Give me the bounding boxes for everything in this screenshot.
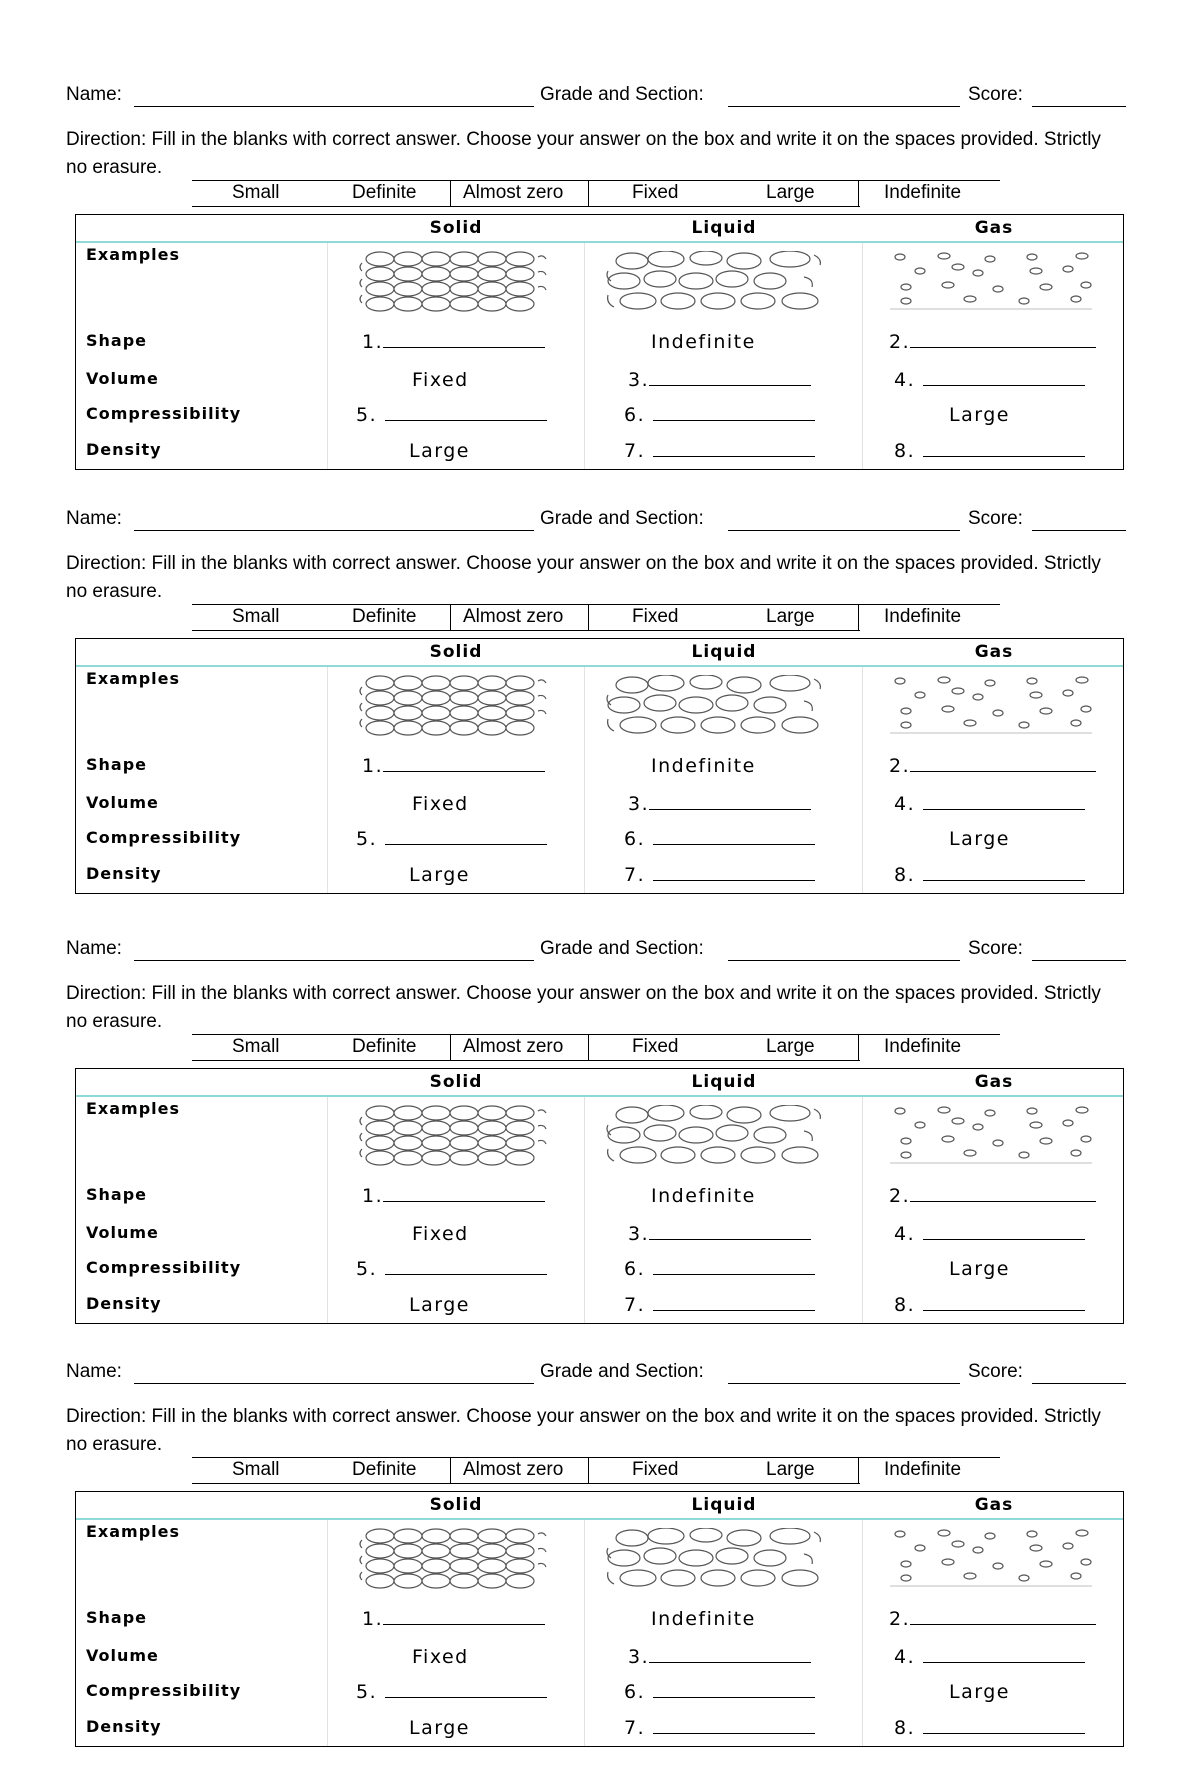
row-header-compressibility: Compressibility xyxy=(86,1681,242,1700)
row-header-volume: Volume xyxy=(86,369,159,388)
worksheet xyxy=(0,1361,1200,1791)
answer-blank-6[interactable] xyxy=(653,1681,815,1698)
direction-text: Direction: Fill in the blanks with correct answer. Choose your answer on the box and write it on the spaces provided. Strictly no erasure. xyxy=(66,553,1101,602)
cell-density-liquid: 7. xyxy=(624,440,815,462)
answer-blank-5[interactable] xyxy=(385,1681,547,1698)
cell-shape-solid: 1. xyxy=(362,1608,545,1630)
score-field[interactable] xyxy=(1032,106,1126,107)
row-header-volume: Volume xyxy=(86,1646,159,1665)
cell-compressibility-solid: 5. xyxy=(356,1681,547,1703)
name-label: Name: xyxy=(66,938,122,959)
cell-shape-liquid: Indefinite xyxy=(651,331,756,353)
cell-compressibility-gas: Large xyxy=(949,1258,1010,1280)
row-header-examples: Examples xyxy=(86,669,181,688)
choice-item: Small xyxy=(232,1459,280,1480)
cell-shape-liquid: Indefinite xyxy=(651,755,756,777)
cell-volume-solid: Fixed xyxy=(412,793,469,815)
cell-density-liquid: 7. xyxy=(624,864,815,886)
score-label: Score: xyxy=(968,938,1023,959)
answer-blank-6[interactable] xyxy=(653,828,815,845)
choice-item: Indefinite xyxy=(884,182,962,203)
direction-text: Direction: Fill in the blanks with correct answer. Choose your answer on the box and write it on the spaces provided. Strictly no erasure. xyxy=(66,129,1101,178)
answer-blank-2[interactable] xyxy=(910,331,1096,348)
row-header-examples: Examples xyxy=(86,1099,181,1118)
cell-volume-solid: Fixed xyxy=(412,369,469,391)
cell-volume-solid: Fixed xyxy=(412,1646,469,1668)
solid-particles-icon xyxy=(356,675,556,737)
answer-blank-5[interactable] xyxy=(385,828,547,845)
cell-compressibility-liquid: 6. xyxy=(624,1681,815,1703)
answer-blank-1[interactable] xyxy=(383,1608,545,1625)
liquid-particles-icon xyxy=(604,1528,834,1590)
answer-blank-8[interactable] xyxy=(923,440,1085,457)
worksheet xyxy=(0,938,1200,1368)
cell-compressibility-solid: 5. xyxy=(356,1258,547,1280)
choice-item: Large xyxy=(766,606,815,627)
name-label: Name: xyxy=(66,84,122,105)
cell-shape-solid: 1. xyxy=(362,331,545,353)
cell-shape-gas: 2. xyxy=(889,1608,1096,1630)
cell-density-solid: Large xyxy=(409,1294,470,1316)
answer-blank-5[interactable] xyxy=(385,1258,547,1275)
row-header-examples: Examples xyxy=(86,245,181,264)
column-header-solid: Solid xyxy=(429,218,483,238)
row-header-compressibility: Compressibility xyxy=(86,828,242,847)
grade-section-field[interactable] xyxy=(728,530,960,531)
cell-compressibility-solid: 5. xyxy=(356,404,547,426)
answer-blank-2[interactable] xyxy=(910,755,1096,772)
cell-volume-liquid: 3. xyxy=(628,369,811,391)
score-field[interactable] xyxy=(1032,960,1126,961)
cell-compressibility-gas: Large xyxy=(949,828,1010,850)
choice-item: Indefinite xyxy=(884,606,962,627)
row-header-shape: Shape xyxy=(86,1608,148,1627)
cell-shape-liquid: Indefinite xyxy=(651,1185,756,1207)
row-header-density: Density xyxy=(86,1717,162,1736)
choice-item: Definite xyxy=(352,606,417,627)
cell-compressibility-gas: Large xyxy=(949,404,1010,426)
cell-density-gas: 8. xyxy=(894,1294,1085,1316)
answer-blank-7[interactable] xyxy=(653,864,815,881)
choice-item: Definite xyxy=(352,1036,417,1057)
cell-compressibility-solid: 5. xyxy=(356,828,547,850)
cell-volume-gas: 4. xyxy=(894,1646,1085,1668)
row-header-density: Density xyxy=(86,440,162,459)
choice-item: Small xyxy=(232,182,280,203)
choice-item: Almost zero xyxy=(463,1459,564,1480)
column-header-gas: Gas xyxy=(974,1495,1014,1515)
choice-item: Fixed xyxy=(632,182,679,203)
answer-blank-8[interactable] xyxy=(923,1717,1085,1734)
answer-blank-7[interactable] xyxy=(653,1294,815,1311)
column-header-gas: Gas xyxy=(974,1072,1014,1092)
gas-particles-icon xyxy=(886,1528,1096,1590)
answer-blank-3[interactable] xyxy=(649,1223,811,1240)
row-header-volume: Volume xyxy=(86,1223,159,1242)
cell-density-liquid: 7. xyxy=(624,1717,815,1739)
grade-section-field[interactable] xyxy=(728,1383,960,1384)
answer-blank-7[interactable] xyxy=(653,1717,815,1734)
answer-blank-6[interactable] xyxy=(653,1258,815,1275)
student-info-header xyxy=(66,84,1136,114)
gas-particles-icon xyxy=(886,251,1096,313)
answer-blank-6[interactable] xyxy=(653,404,815,421)
cell-volume-liquid: 3. xyxy=(628,1223,811,1245)
cell-shape-gas: 2. xyxy=(889,331,1096,353)
choice-item: Almost zero xyxy=(463,1036,564,1057)
column-header-liquid: Liquid xyxy=(691,642,757,662)
row-header-density: Density xyxy=(86,864,162,883)
row-header-compressibility: Compressibility xyxy=(86,1258,242,1277)
cell-density-liquid: 7. xyxy=(624,1294,815,1316)
cell-density-gas: 8. xyxy=(894,1717,1085,1739)
states-of-matter-table xyxy=(75,638,1124,894)
choice-item: Definite xyxy=(352,1459,417,1480)
column-header-solid: Solid xyxy=(429,1495,483,1515)
solid-particles-icon xyxy=(356,251,556,313)
answer-blank-4[interactable] xyxy=(923,369,1085,386)
cell-shape-solid: 1. xyxy=(362,1185,545,1207)
answer-blank-8[interactable] xyxy=(923,1294,1085,1311)
choice-item: Large xyxy=(766,1459,815,1480)
grade-section-label: Grade and Section: xyxy=(540,84,704,105)
choices-box xyxy=(192,1457,1000,1484)
column-header-liquid: Liquid xyxy=(691,218,757,238)
grade-section-label: Grade and Section: xyxy=(540,508,704,529)
cell-compressibility-liquid: 6. xyxy=(624,1258,815,1280)
states-of-matter-table xyxy=(75,1491,1124,1747)
answer-blank-4[interactable] xyxy=(923,1223,1085,1240)
cell-shape-liquid: Indefinite xyxy=(651,1608,756,1630)
grade-section-label: Grade and Section: xyxy=(540,1361,704,1382)
choice-item: Almost zero xyxy=(463,182,564,203)
score-field[interactable] xyxy=(1032,1383,1126,1384)
states-of-matter-table xyxy=(75,214,1124,470)
name-field[interactable] xyxy=(134,960,534,961)
choice-item: Almost zero xyxy=(463,606,564,627)
solid-particles-icon xyxy=(356,1528,556,1590)
student-info-header xyxy=(66,508,1136,538)
student-info-header xyxy=(66,1361,1136,1391)
column-header-gas: Gas xyxy=(974,218,1014,238)
liquid-particles-icon xyxy=(604,251,834,313)
row-header-compressibility: Compressibility xyxy=(86,404,242,423)
cell-shape-gas: 2. xyxy=(889,755,1096,777)
cell-shape-gas: 2. xyxy=(889,1185,1096,1207)
answer-blank-1[interactable] xyxy=(383,755,545,772)
choice-item: Definite xyxy=(352,182,417,203)
score-label: Score: xyxy=(968,84,1023,105)
grade-section-field[interactable] xyxy=(728,106,960,107)
row-header-examples: Examples xyxy=(86,1522,181,1541)
answer-blank-1[interactable] xyxy=(383,331,545,348)
cell-volume-solid: Fixed xyxy=(412,1223,469,1245)
name-label: Name: xyxy=(66,1361,122,1382)
answer-blank-2[interactable] xyxy=(910,1608,1096,1625)
row-header-volume: Volume xyxy=(86,793,159,812)
choice-item: Small xyxy=(232,606,280,627)
column-header-solid: Solid xyxy=(429,1072,483,1092)
cell-density-solid: Large xyxy=(409,440,470,462)
name-field[interactable] xyxy=(134,1383,534,1384)
cell-volume-liquid: 3. xyxy=(628,793,811,815)
gas-particles-icon xyxy=(886,1105,1096,1167)
choice-item: Large xyxy=(766,1036,815,1057)
cell-volume-gas: 4. xyxy=(894,1223,1085,1245)
column-header-solid: Solid xyxy=(429,642,483,662)
score-label: Score: xyxy=(968,508,1023,529)
direction-text: Direction: Fill in the blanks with correct answer. Choose your answer on the box and write it on the spaces provided. Strictly no erasure. xyxy=(66,1406,1101,1455)
row-header-shape: Shape xyxy=(86,331,148,350)
cell-density-gas: 8. xyxy=(894,864,1085,886)
answer-blank-7[interactable] xyxy=(653,440,815,457)
liquid-particles-icon xyxy=(604,675,834,737)
name-label: Name: xyxy=(66,508,122,529)
cell-volume-liquid: 3. xyxy=(628,1646,811,1668)
answer-blank-3[interactable] xyxy=(649,369,811,386)
cell-volume-gas: 4. xyxy=(894,793,1085,815)
choice-item: Large xyxy=(766,182,815,203)
column-header-liquid: Liquid xyxy=(691,1072,757,1092)
answer-blank-4[interactable] xyxy=(923,793,1085,810)
grade-section-label: Grade and Section: xyxy=(540,938,704,959)
grade-section-field[interactable] xyxy=(728,960,960,961)
row-header-shape: Shape xyxy=(86,755,148,774)
answer-blank-3[interactable] xyxy=(649,1646,811,1663)
cell-compressibility-liquid: 6. xyxy=(624,404,815,426)
answer-blank-4[interactable] xyxy=(923,1646,1085,1663)
row-header-shape: Shape xyxy=(86,1185,148,1204)
liquid-particles-icon xyxy=(604,1105,834,1167)
cell-density-solid: Large xyxy=(409,864,470,886)
choice-item: Indefinite xyxy=(884,1036,962,1057)
states-of-matter-table xyxy=(75,1068,1124,1324)
gas-particles-icon xyxy=(886,675,1096,737)
answer-blank-1[interactable] xyxy=(383,1185,545,1202)
name-field[interactable] xyxy=(134,106,534,107)
cell-compressibility-liquid: 6. xyxy=(624,828,815,850)
choices-box xyxy=(192,180,1000,207)
worksheet xyxy=(0,508,1200,938)
answer-blank-5[interactable] xyxy=(385,404,547,421)
answer-blank-3[interactable] xyxy=(649,793,811,810)
column-header-gas: Gas xyxy=(974,642,1014,662)
choice-item: Fixed xyxy=(632,1036,679,1057)
column-header-liquid: Liquid xyxy=(691,1495,757,1515)
cell-volume-gas: 4. xyxy=(894,369,1085,391)
cell-density-gas: 8. xyxy=(894,440,1085,462)
cell-compressibility-gas: Large xyxy=(949,1681,1010,1703)
row-header-density: Density xyxy=(86,1294,162,1313)
score-field[interactable] xyxy=(1032,530,1126,531)
solid-particles-icon xyxy=(356,1105,556,1167)
choices-box xyxy=(192,604,1000,631)
choice-item: Fixed xyxy=(632,606,679,627)
cell-density-solid: Large xyxy=(409,1717,470,1739)
name-field[interactable] xyxy=(134,530,534,531)
direction-text: Direction: Fill in the blanks with correct answer. Choose your answer on the box and write it on the spaces provided. Strictly no erasure. xyxy=(66,983,1101,1032)
student-info-header xyxy=(66,938,1136,968)
score-label: Score: xyxy=(968,1361,1023,1382)
answer-blank-8[interactable] xyxy=(923,864,1085,881)
cell-shape-solid: 1. xyxy=(362,755,545,777)
worksheet xyxy=(0,84,1200,514)
choice-item: Fixed xyxy=(632,1459,679,1480)
choice-item: Indefinite xyxy=(884,1459,962,1480)
answer-blank-2[interactable] xyxy=(910,1185,1096,1202)
choices-box xyxy=(192,1034,1000,1061)
choice-item: Small xyxy=(232,1036,280,1057)
